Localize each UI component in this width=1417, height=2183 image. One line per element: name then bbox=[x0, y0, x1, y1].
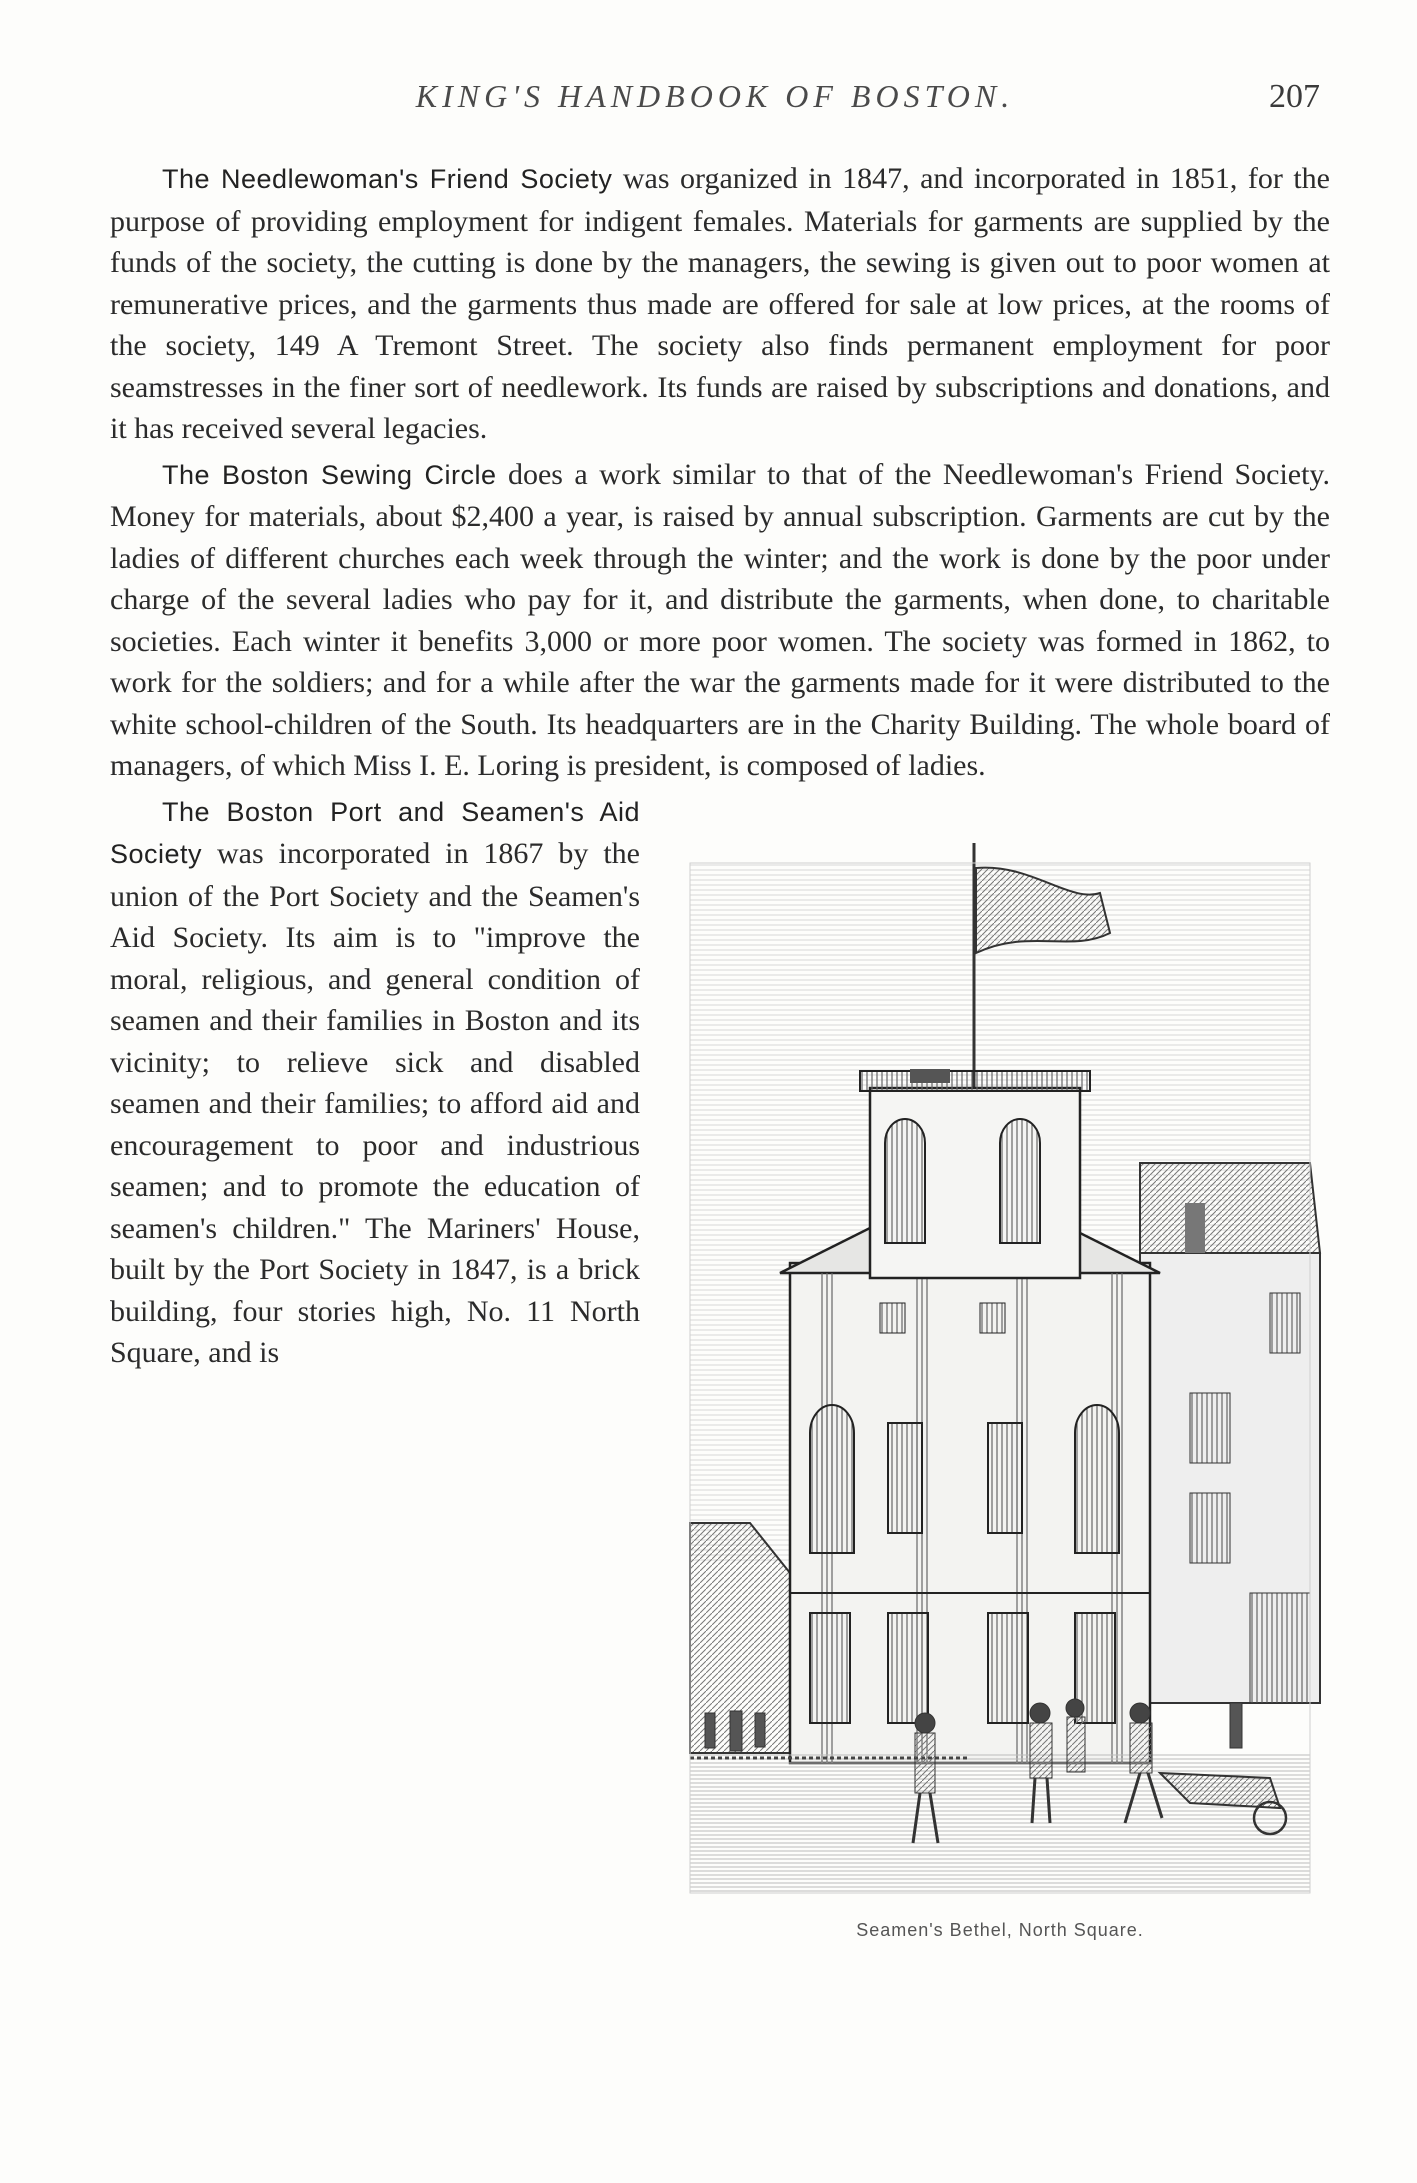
neighbor-house bbox=[1140, 1163, 1320, 1703]
body-text bbox=[110, 158, 1330, 1960]
paragraph-text: was organized in 1847, and incorporated in 1851, for the purpose of providing employment for indigent females. Materials for garments are supplied by the funds of the society, the cutting is done by the managers, the sewing is given out to poor women at remunerative prices, and the garments thus made are offered for sale at low prices, at the rooms of the society, 149 A Tremont Street. The society also finds permanent employment for poor seamstresses in the finer sort of needlework. Its funds are raised by subscriptions and donations, and it has received several legacies. bbox=[110, 162, 1330, 445]
paragraph-lead: The Boston Sewing Circle bbox=[162, 459, 497, 490]
bethel-engraving bbox=[670, 833, 1330, 1903]
paragraph-needlewoman bbox=[110, 158, 1330, 450]
seamens-bethel-illustration bbox=[670, 833, 1330, 1948]
paragraph-text: was incorporated in 1867 by the union of the Port Society and the Seamen's Aid Society. Its aim is to "improve the moral, religious, and general condition of seamen and their families in Boston and its vicinity; to relieve sick and disabled seamen and their families; to afford aid and encouragement to poor and industrious seamen; and to promote the education of seamen's children." The Mariners' House, built by the Port Society in 1847, is a brick building, four stories high, No. 11 North Square, and is bbox=[110, 837, 640, 1369]
paragraph-text: does a work similar to that of the Needlewoman's Friend Society. Money for materials, about $2,400 a year, is raised by annual subscription. Garments are cut by the ladies of different churches each week through the winter; and the work is done by the poor under charge of the several ladies who pay for it, and distribute the garments, when done, to charitable societies. Each winter it benefits 3,000 or more poor women. The society was formed in 1862, to work for the soldiers; and for a while after the war the garments made for it were distributed to the white school-children of the South. Its headquarters are in the Charity Building. The whole board of managers, of which Miss I. E. Loring is president, is composed of ladies. bbox=[110, 457, 1330, 782]
running-header bbox=[110, 78, 1320, 128]
header-title: KING'S HANDBOOK OF BOSTON. bbox=[415, 78, 1015, 114]
page-number: 207 bbox=[1269, 78, 1320, 115]
paragraph-sewing-circle bbox=[110, 454, 1330, 787]
paragraph-lead: The Boston Port and Seamen's Aid Society bbox=[110, 796, 640, 869]
street bbox=[690, 1753, 1310, 1893]
figure-caption: Seamen's Bethel, North Square. bbox=[856, 1919, 1144, 1940]
paragraph-lead: The Needlewoman's Friend Society bbox=[162, 164, 613, 194]
